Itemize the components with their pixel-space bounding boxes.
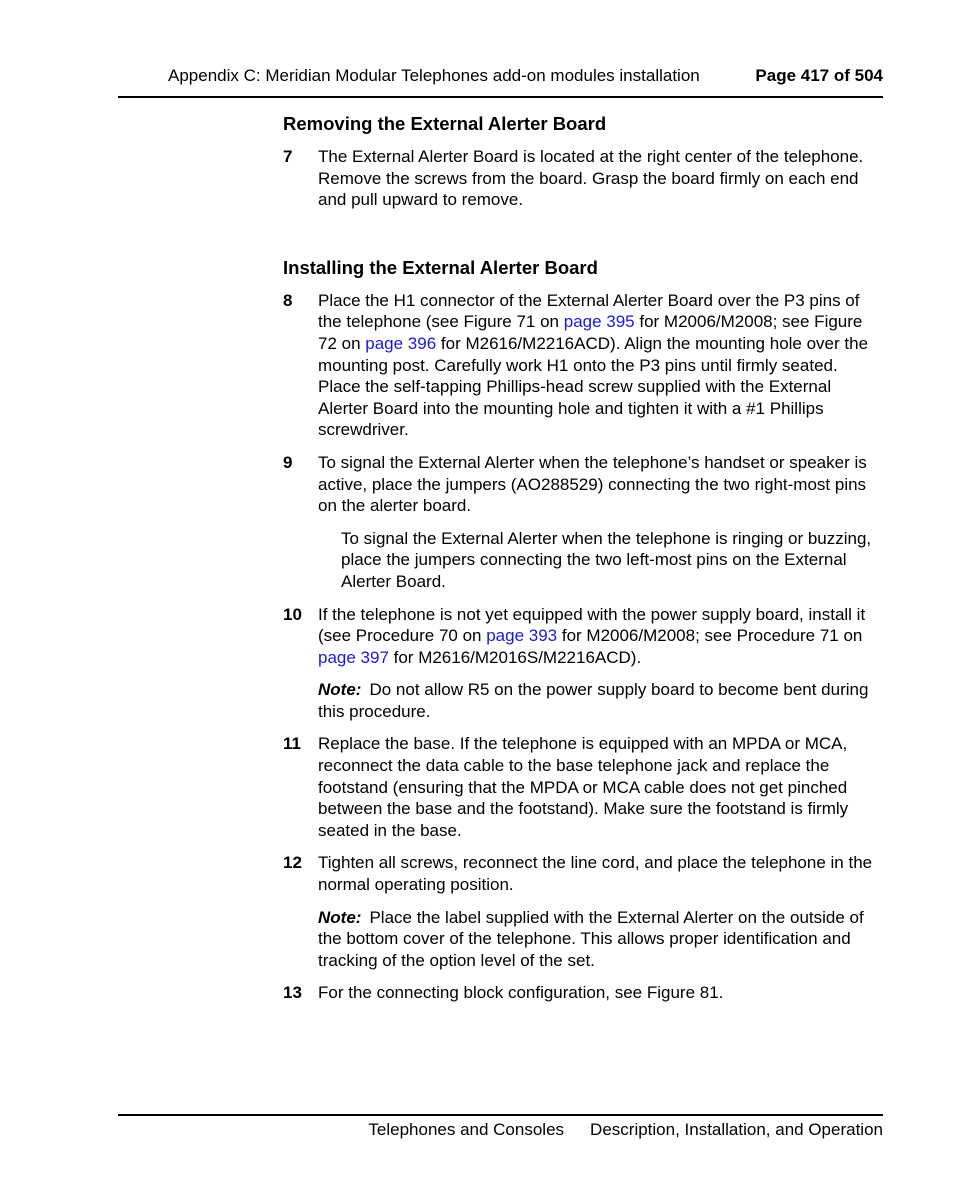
text-run: for M2616/M2216ACD). Align the mounting hole over the mounting post. Carefully work H1 onto the P3 pins until firmly seated. Place the self-tapping Phillips-head screw supplied with the External Alerter Board into the mounting hole and tighten it with a #1 Phillips screwdriver. xyxy=(318,333,869,440)
step-11 xyxy=(283,733,883,841)
step-number: 13 xyxy=(283,983,302,1003)
step-text xyxy=(318,604,883,669)
page-link[interactable]: page 396 xyxy=(365,333,437,353)
step-text: Tighten all screws, reconnect the line cord, and place the telephone in the normal operating position. xyxy=(318,853,873,895)
page-number: Page 417 of 504 xyxy=(755,66,883,85)
step-text: The External Alerter Board is located at the right center of the telephone. Remove the screws from the board. Grasp the board firmly on each end and pull upward to remove. xyxy=(318,147,864,210)
step-10 xyxy=(283,604,883,669)
footer-text xyxy=(368,1120,883,1140)
section-heading-removing: Removing the External Alerter Board xyxy=(283,113,607,134)
note xyxy=(318,679,883,722)
note xyxy=(318,907,883,972)
step-text xyxy=(318,290,883,441)
page-link[interactable]: page 395 xyxy=(563,312,635,332)
header-title: Appendix C: Meridian Modular Telephones add-on modules installation xyxy=(168,66,700,85)
step-number: 11 xyxy=(283,734,301,754)
step-number: 10 xyxy=(283,604,302,624)
footer-right: Description, Installation, and Operation xyxy=(590,1120,883,1139)
main-content xyxy=(283,112,883,1015)
step-number: 8 xyxy=(283,290,293,310)
step-12 xyxy=(283,852,883,895)
note-label: Note: xyxy=(318,907,362,927)
step-number: 9 xyxy=(283,452,293,472)
step-9-subparagraph: To signal the External Alerter when the telephone is ringing or buzzing, place the jumpers connecting the two left-most pins on the External Alerter Board. xyxy=(341,528,872,591)
step-7 xyxy=(283,146,883,211)
page-header xyxy=(118,64,883,98)
page-link[interactable]: page 393 xyxy=(486,626,558,646)
step-8 xyxy=(283,290,883,441)
text-run: for M2006/M2008; see Procedure 71 on xyxy=(557,626,863,646)
note-label: Note: xyxy=(318,680,362,700)
note-text: Do not allow R5 on the power supply board to become bent during this procedure. xyxy=(318,680,869,721)
text-run: Place the H1 connector of the External Alerter Board over the P3 pins of the telephone (see Figure 71 on xyxy=(318,290,860,332)
text-run: for M2616/M2016S/M2216ACD). xyxy=(388,647,642,667)
step-text: For the connecting block configuration, see Figure 81. xyxy=(318,983,724,1003)
footer-left: Telephones and Consoles xyxy=(368,1120,565,1139)
page-footer xyxy=(118,1114,883,1139)
step-text: To signal the External Alerter when the telephone’s handset or speaker is active, place the jumpers (AO288529) connecting the two right-most pins on the alerter board. xyxy=(318,452,867,516)
step-9 xyxy=(283,452,883,517)
text-run: If the telephone is not yet equipped with the power supply board, install it (see Procedure 70 on xyxy=(318,604,866,646)
step-text: Replace the base. If the telephone is equipped with an MPDA or MCA, reconnect the data cable to the base telephone jack and replace the footstand (ensuring that the MPDA or MCA cable does not get pinched between the base and the footstand). Make sure the footstand is firmly seated in the base. xyxy=(318,734,849,840)
step-number: 7 xyxy=(283,147,293,166)
page-link[interactable]: page 397 xyxy=(318,647,389,667)
note-text: Place the label supplied with the External Alerter on the outside of the bottom cover of the telephone. This allows proper identification and tracking of the option level of the set. xyxy=(318,907,864,970)
section-heading-installing: Installing the External Alerter Board xyxy=(283,256,598,278)
step-number: 12 xyxy=(283,853,302,873)
step-13 xyxy=(283,982,883,1004)
text-run: for M2006/M2008; see Figure 72 on xyxy=(318,312,863,353)
